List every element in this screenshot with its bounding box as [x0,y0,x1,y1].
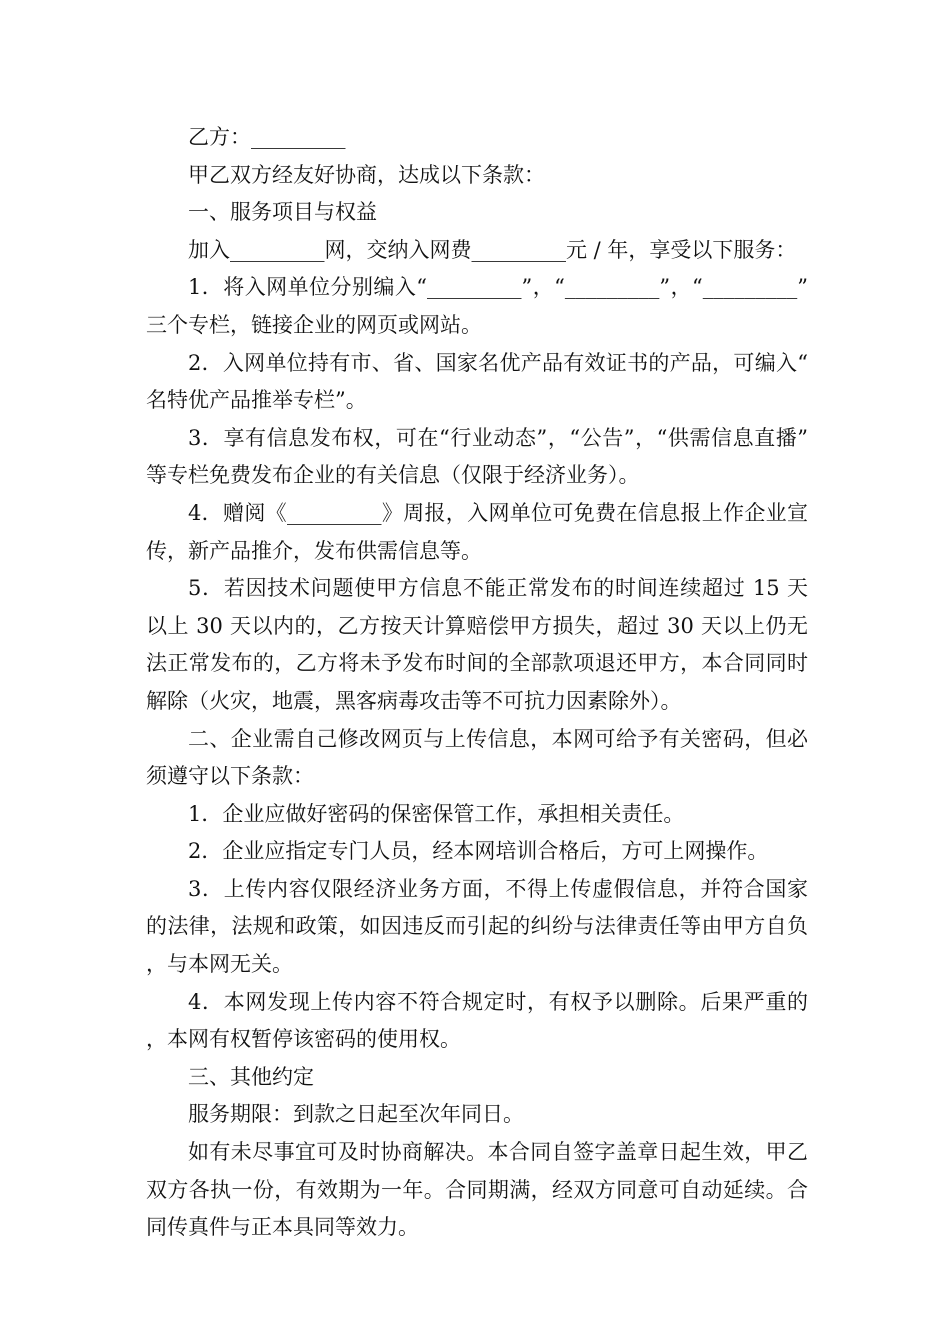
service-item-2: 2．入网单位持有市、省、国家名优产品有效证书的产品，可编入“名特优产品推举专栏”。 [146,350,808,413]
section-heading-self-upload: 二、企业需自己修改网页与上传信息，本网可给予有关密码，但必须遵守以下条款： [146,726,808,789]
section-heading-other: 三、其他约定 [188,1064,314,1089]
upload-rule-2: 2．企业应指定专门人员，经本网培训合格后，方可上网操作。 [188,839,769,864]
service-period-paragraph: 服务期限：到款之日起至次年同日。 [188,1102,524,1127]
service-item-5: 5．若因技术问题使甲方信息不能正常发布的时间连续超过 15 天以上 30 天以内的，乙方按天计算赔偿甲方损失，超过 30 天以上仍无法正常发布的，乙方将未予发布时间的全部款项退还甲方，本合同同时解除（火灾，地震，黑客病毒攻击等不可抗力因素除外）。 [146,576,808,713]
document-page [146,119,808,1247]
membership-fee-paragraph: 加入_________网，交纳入网费_________元 / 年，享受以下服务： [188,237,797,262]
service-item-4: 4．赠阅《_________》周报，入网单位可免费在信息报上作企业宣传，新产品推介，发布供需信息等。 [146,500,808,563]
section-heading-services: 一、服务项目与权益 [188,200,377,225]
upload-rule-3: 3．上传内容仅限经济业务方面，不得上传虚假信息，并符合国家的法律，法规和政策，如因违反而引起的纠纷与法律责任等由甲方自负，与本网无关。 [146,876,808,977]
upload-rule-4: 4．本网发现上传内容不符合规定时，有权予以删除。后果严重的，本网有权暂停该密码的使用权。 [146,989,808,1052]
intro-paragraph: 甲乙双方经友好协商，达成以下条款： [188,162,545,187]
service-item-3: 3．享有信息发布权，可在“行业动态”，“公告”，“供需信息直播”等专栏免费发布企业的有关信息（仅限于经济业务）。 [146,425,808,488]
closing-paragraph: 如有未尽事宜可及时协商解决。本合同自签字盖章日起生效，甲乙双方各执一份，有效期为一年。合同期满，经双方同意可自动延续。合同传真件与正本具同等效力。 [146,1140,808,1240]
upload-rule-1: 1．企业应做好密码的保密保管工作，承担相关责任。 [188,801,685,826]
service-item-1: 1．将入网单位分别编入“_________”，“_________”，“_________”三个专栏，链接企业的网页或网站。 [146,275,808,337]
party-b-line: 乙方：_________ [188,125,346,149]
